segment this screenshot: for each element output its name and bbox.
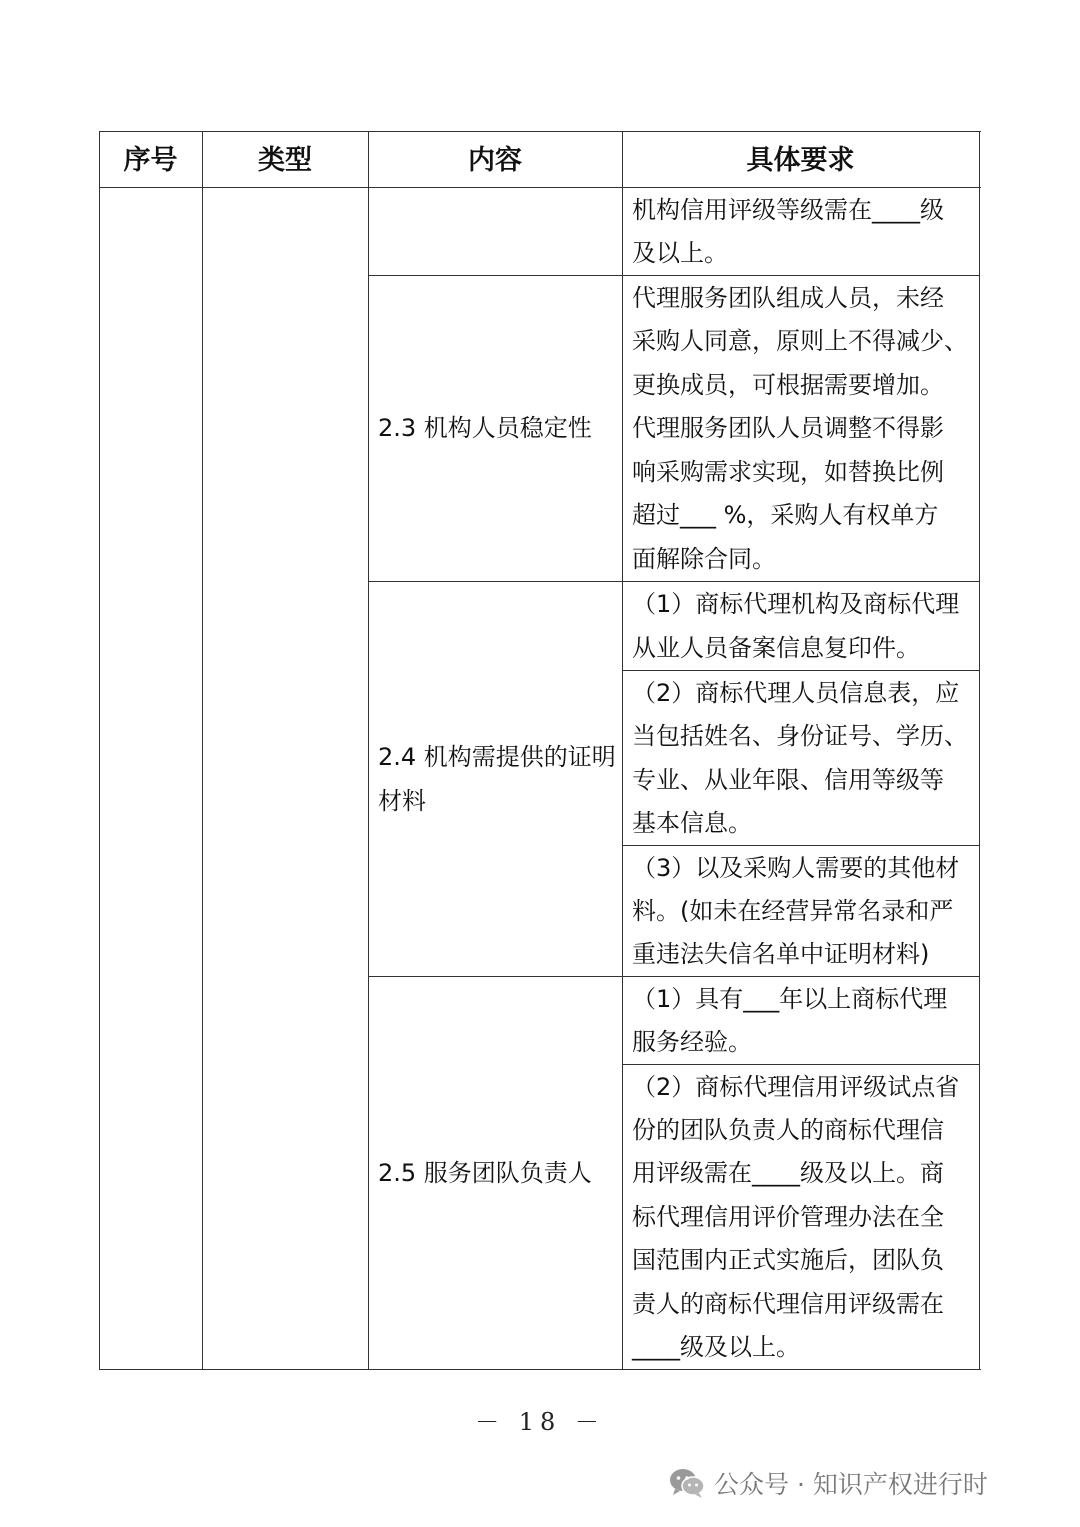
requirement-line: 机构信用评级等级需在____级 <box>632 196 944 224</box>
watermark-text: 公众号 · 知识产权进行时 <box>714 1470 988 1499</box>
requirement-line: 标代理信用评价管理办法在全 <box>632 1203 944 1231</box>
content-2-4: 2.4 机构需提供的证明材料 <box>378 743 616 815</box>
requirement-line: 采购人同意，原则上不得减少、 <box>632 327 968 355</box>
requirement-line: （2）商标代理信用评级试点省 <box>632 1073 960 1101</box>
col-line-2 <box>368 131 369 1370</box>
content-2-5: 2.5 服务团队负责人 <box>378 1159 592 1187</box>
requirement-line: 用评级需在____级及以上。商 <box>632 1159 944 1187</box>
requirement-line: 及以上。 <box>632 239 728 267</box>
header-requirements: 具体要求 <box>746 145 855 176</box>
requirement-line: 服务经验。 <box>632 1028 752 1056</box>
requirement-line: ____级及以上。 <box>632 1333 800 1361</box>
col-line-left <box>99 131 100 1370</box>
requirement-line: 面解除合同。 <box>632 545 776 573</box>
requirement-line: 当包括姓名、身份证号、学历、 <box>632 722 968 750</box>
requirement-line: 份的团队负责人的商标代理信 <box>632 1116 944 1144</box>
header-content: 内容 <box>468 145 522 176</box>
watermark <box>668 1462 988 1504</box>
requirement-line: （1）商标代理机构及商标代理 <box>632 590 960 618</box>
requirement-line: 超过___ %，采购人有权单方 <box>632 501 939 529</box>
header-seq: 序号 <box>123 145 178 176</box>
requirement-line: （1）具有___年以上商标代理 <box>632 985 948 1013</box>
col-line-3 <box>622 131 623 1370</box>
requirement-line: 代理服务团队组成人员，未经 <box>632 284 944 312</box>
requirement-line: 更换成员，可根据需要增加。 <box>632 371 944 399</box>
wechat-icon <box>668 1467 706 1499</box>
header-type: 类型 <box>258 145 312 176</box>
content-2-3: 2.3 机构人员稳定性 <box>378 414 592 442</box>
requirement-line: 响采购需求实现，如替换比例 <box>632 458 944 486</box>
requirement-line: 从业人员备案信息复印件。 <box>632 634 920 662</box>
table-border-top <box>99 131 981 132</box>
requirement-line: 国范围内正式实施后，团队负 <box>632 1246 944 1274</box>
requirement-line: 重违法失信名单中证明材料) <box>632 940 930 968</box>
requirement-line: 代理服务团队人员调整不得影 <box>632 414 944 442</box>
requirement-line: 责人的商标代理信用评级需在 <box>632 1290 944 1318</box>
requirement-line: 基本信息。 <box>632 809 752 837</box>
requirement-line: 料。(如未在经营异常名录和严 <box>632 897 954 925</box>
requirement-line: 专业、从业年限、信用等级等 <box>632 766 944 794</box>
requirement-line: （2）商标代理人员信息表，应 <box>632 679 960 707</box>
col-line-right <box>979 131 980 1370</box>
page-number: － 18 － <box>475 1408 605 1436</box>
col-line-1 <box>202 131 203 1370</box>
requirement-line: （3）以及采购人需要的其他材 <box>632 854 960 882</box>
